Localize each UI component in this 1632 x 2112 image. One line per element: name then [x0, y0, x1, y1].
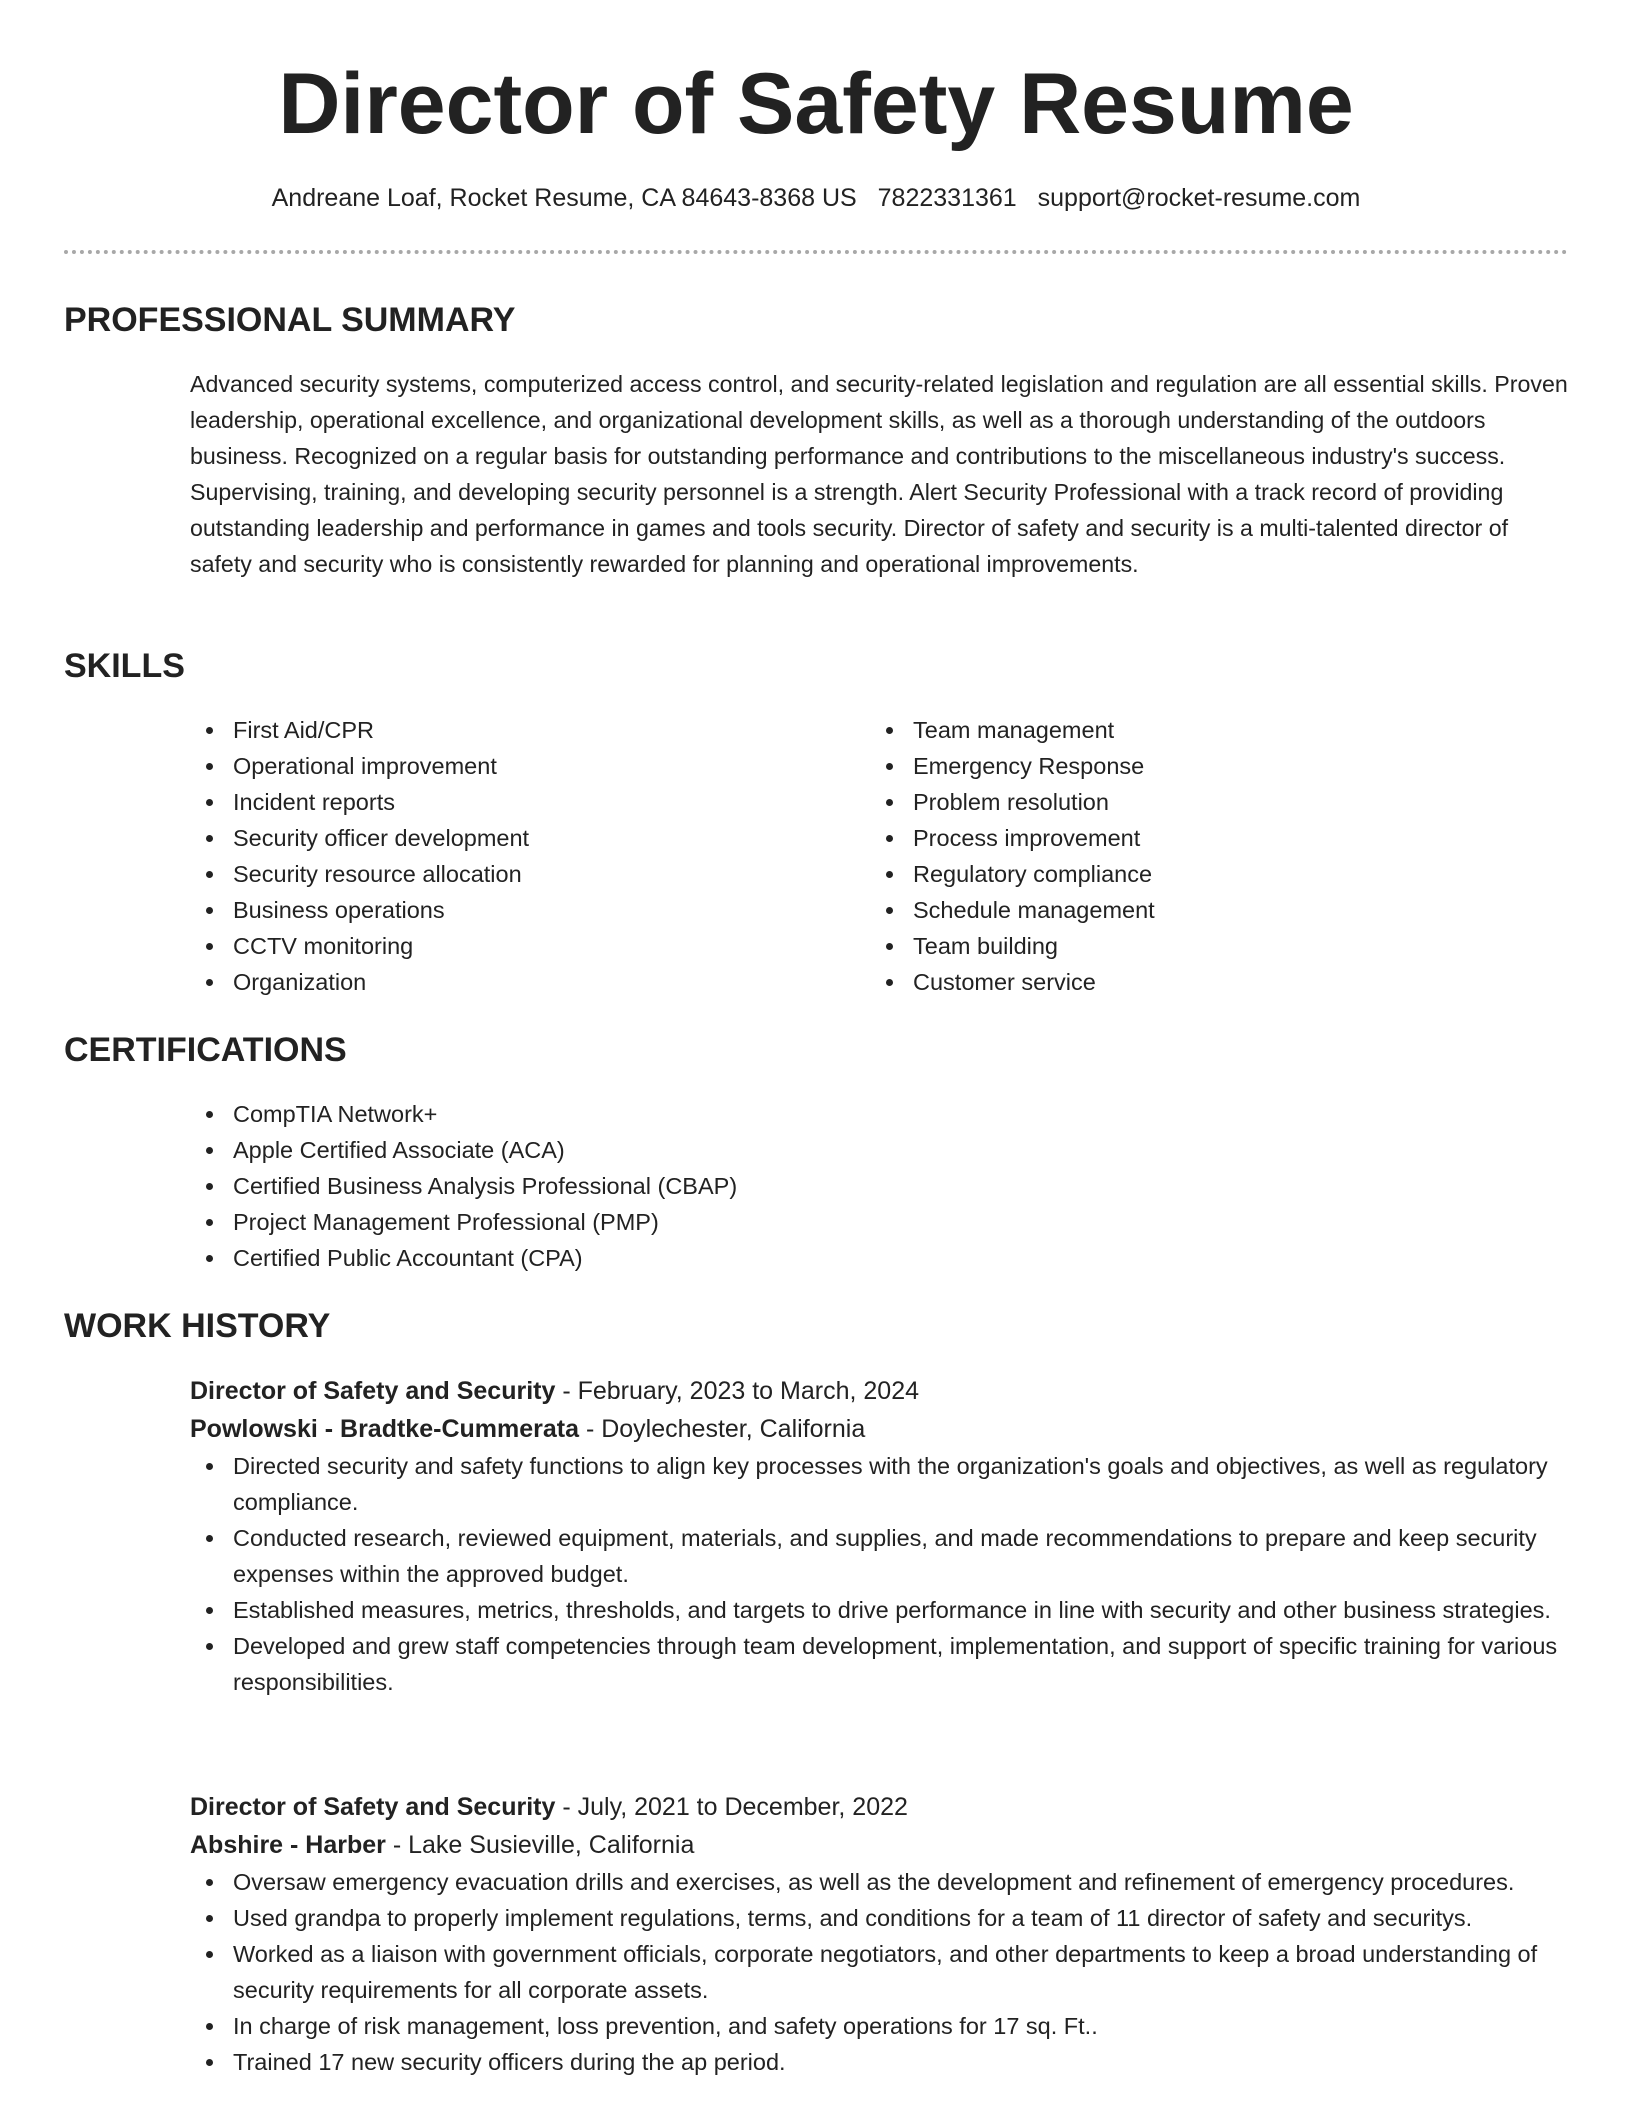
job-bullet: In charge of risk management, loss prevention, and safety operations for 17 sq. Ft.. — [190, 2008, 1568, 2044]
job-bullet: Trained 17 new security officers during the ap period. — [190, 2044, 1568, 2080]
skill-item: Organization — [190, 964, 810, 1000]
certification-item: Project Management Professional (PMP) — [190, 1204, 1090, 1240]
job-dates: - February, 2023 to March, 2024 — [555, 1377, 920, 1405]
skill-item: Security resource allocation — [190, 856, 810, 892]
skill-item: Business operations — [190, 892, 810, 928]
skills-heading: SKILLS — [64, 647, 185, 685]
contact-phone: 7822331361 — [877, 184, 1017, 212]
summary-text: Advanced security systems, computerized access control, and security-related legislation and regulation are all essential skills. Proven leadership, operational excellence, and organizational development skills, as well as a thorough understanding of the outdoors business. Recognized on a regular basis for outstanding performance and contributions to the miscellaneous industry's success. Supervising, training, and developing security personnel is a strength. Alert Security Professional with a track record of providing outstanding leadership and performance in games and tools security. Director of safety and security is a multi-talented director of safety and security who is consistently rewarded for planning and operational improvements. — [190, 371, 1568, 577]
certification-item: Certified Public Accountant (CPA) — [190, 1240, 1090, 1276]
skill-item: Regulatory compliance — [870, 856, 1490, 892]
job-bullet: Established measures, metrics, thresholds, and targets to drive performance in line with security and other business strategies. — [190, 1592, 1568, 1628]
job-bullet: Directed security and safety functions to align key processes with the organization's goals and objectives, as well as regulatory compliance. — [190, 1448, 1568, 1520]
job-bullet-list — [190, 1864, 1568, 2080]
job-bullet: Conducted research, reviewed equipment, materials, and supplies, and made recommendations to prepare and keep security expenses within the approved budget. — [190, 1520, 1568, 1592]
certifications-heading: CERTIFICATIONS — [64, 1031, 347, 1069]
skills-list-right — [870, 712, 1490, 1000]
skills-list-left — [190, 712, 810, 1000]
skill-item: Incident reports — [190, 784, 810, 820]
resume-title: Director of Safety Resume — [278, 56, 1354, 152]
job-entry — [190, 1788, 1568, 2080]
job-bullet: Developed and grew staff competencies through team development, implementation, and support of specific training for various responsibilities. — [190, 1628, 1568, 1700]
skill-item: First Aid/CPR — [190, 712, 810, 748]
job-company: Powlowski - Bradtke-Cummerata — [190, 1415, 579, 1443]
job-title-line — [190, 1372, 1568, 1410]
certifications-list — [190, 1096, 1090, 1276]
job-location: - Doylechester, California — [579, 1415, 866, 1443]
skill-item: Operational improvement — [190, 748, 810, 784]
job-title: Director of Safety and Security — [190, 1793, 556, 1821]
job-company-line — [190, 1826, 1568, 1864]
skill-item: Team building — [870, 928, 1490, 964]
header-divider — [64, 250, 1568, 254]
job-bullet: Oversaw emergency evacuation drills and exercises, as well as the development and refinement of emergency procedures. — [190, 1864, 1568, 1900]
work-history-heading: WORK HISTORY — [64, 1307, 331, 1345]
skill-item: CCTV monitoring — [190, 928, 810, 964]
contact-address: Andreane Loaf, Rocket Resume, CA 84643-8368 US — [271, 184, 857, 212]
job-bullet: Worked as a liaison with government officials, corporate negotiators, and other departments to keep a broad understanding of security requirements for all corporate assets. — [190, 1936, 1568, 2008]
job-title-line — [190, 1788, 1568, 1826]
job-location: - Lake Susieville, California — [385, 1831, 695, 1859]
skill-item: Team management — [870, 712, 1490, 748]
job-company: Abshire - Harber — [190, 1831, 386, 1859]
skill-item: Emergency Response — [870, 748, 1490, 784]
job-dates: - July, 2021 to December, 2022 — [555, 1793, 908, 1821]
contact-email: support@rocket-resume.com — [1037, 184, 1361, 212]
skill-item: Problem resolution — [870, 784, 1490, 820]
skill-item: Process improvement — [870, 820, 1490, 856]
skill-item: Schedule management — [870, 892, 1490, 928]
certification-item: CompTIA Network+ — [190, 1096, 1090, 1132]
summary-heading: PROFESSIONAL SUMMARY — [64, 301, 516, 339]
skill-item: Security officer development — [190, 820, 810, 856]
contact-line — [0, 180, 1632, 216]
certification-item: Certified Business Analysis Professional (CBAP) — [190, 1168, 1090, 1204]
job-entry — [190, 1372, 1568, 1700]
job-bullet: Used grandpa to properly implement regulations, terms, and conditions for a team of 11 director of safety and securitys. — [190, 1900, 1568, 1936]
skill-item: Customer service — [870, 964, 1490, 1000]
job-title: Director of Safety and Security — [190, 1377, 556, 1405]
certification-item: Apple Certified Associate (ACA) — [190, 1132, 1090, 1168]
job-bullet-list — [190, 1448, 1568, 1700]
job-company-line — [190, 1410, 1568, 1448]
